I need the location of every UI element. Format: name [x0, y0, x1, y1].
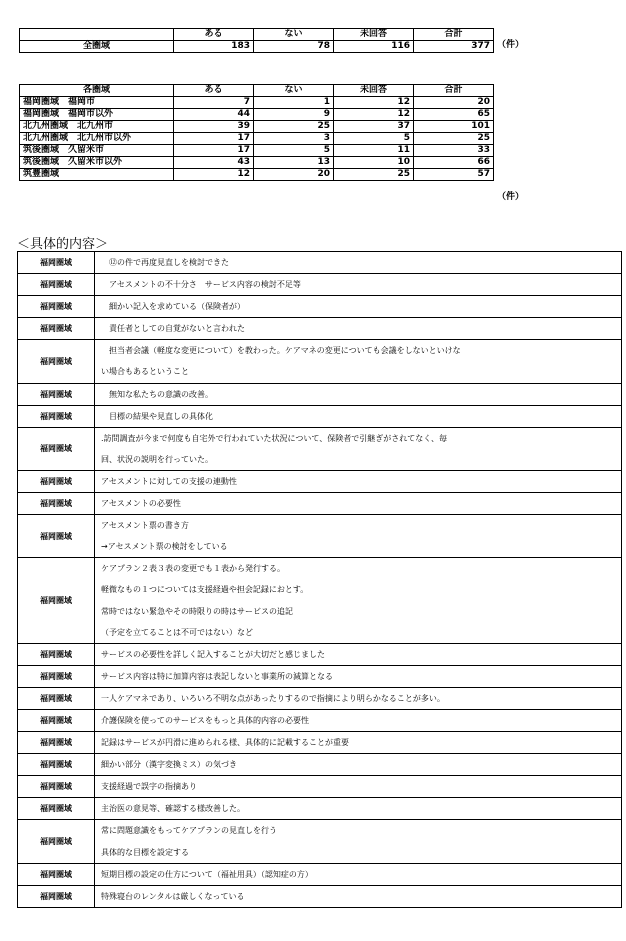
- summary-all-header-row: [20, 29, 494, 41]
- cell-value: 66: [414, 157, 494, 169]
- region-cell: 福岡圏域: [18, 405, 95, 427]
- cell-value: 12: [174, 169, 254, 181]
- detail-row: [18, 558, 622, 643]
- detail-row: [18, 863, 622, 885]
- content-cell: [95, 515, 622, 558]
- content-line: ケアプラン２表３表の変更でも１表から発行する。: [101, 564, 285, 574]
- detail-row: [18, 643, 622, 665]
- content-cell: [95, 318, 622, 340]
- content-line: アセスメントに対しての支援の連動性: [101, 476, 237, 486]
- region-cell: 福岡圏域: [18, 274, 95, 296]
- summary-regions-header-row: [20, 85, 494, 97]
- cell-value: 12: [334, 97, 414, 109]
- table-row: [20, 133, 494, 145]
- cell-value: 10: [334, 157, 414, 169]
- cell-value: 13: [254, 157, 334, 169]
- region-cell: 福岡圏域: [18, 318, 95, 340]
- content-cell: [95, 296, 622, 318]
- detail-row: [18, 340, 622, 383]
- summary-all-unit: （件）: [497, 40, 525, 50]
- content-line: （予定を立てることは不可ではない）など: [101, 627, 253, 637]
- content-cell: [95, 252, 622, 274]
- detail-row: [18, 732, 622, 754]
- detail-row: [18, 470, 622, 492]
- region-cell: 福岡圏域: [18, 885, 95, 907]
- content-line: 常に問題意識をもってケアプランの見直しを行う: [101, 826, 277, 836]
- region-cell: 福岡圏域: [18, 470, 95, 492]
- cell-value: 37: [334, 121, 414, 133]
- column-header: [20, 29, 174, 41]
- cell-value: 7: [174, 97, 254, 109]
- content-cell: [95, 665, 622, 687]
- cell-value: 11: [334, 145, 414, 157]
- cell-value: 17: [174, 133, 254, 145]
- content-line: アセスメントの必要性: [101, 499, 181, 509]
- cell-value: 20: [414, 97, 494, 109]
- region-cell: 福岡圏域: [18, 709, 95, 731]
- detail-row: [18, 798, 622, 820]
- column-header: 未回答: [334, 85, 414, 97]
- content-cell: [95, 643, 622, 665]
- detail-row: [18, 820, 622, 863]
- row-label: 筑後圏域 久留米市: [20, 145, 174, 157]
- content-line: 支援経過で誤字の指摘あり: [101, 782, 197, 792]
- column-header: ない: [254, 29, 334, 41]
- content-line: 介護保険を使ってのサービスをもっと具体的内容の必要性: [101, 715, 309, 725]
- detail-row: [18, 754, 622, 776]
- region-cell: 福岡圏域: [18, 665, 95, 687]
- region-cell: 福岡圏域: [18, 776, 95, 798]
- detail-row: [18, 665, 622, 687]
- content-line: アセスメント票の書き方: [101, 521, 189, 531]
- region-cell: 福岡圏域: [18, 798, 95, 820]
- content-line: .訪問調査が今まで何度も自宅外で行われていた状況について、保険者で引継ぎがされてなく、毎: [101, 433, 448, 443]
- cell-value: 39: [174, 121, 254, 133]
- content-line: 特殊寝台のレンタルは厳しくなっている: [101, 891, 245, 901]
- row-label: 全圏域: [20, 41, 174, 53]
- content-line: 一人ケアマネであり、いろいろ不明な点があったりするので指摘により明らかなることが多い。: [101, 693, 445, 703]
- content-line: 記録はサービスが円滑に進められる様、具体的に記載することが重要: [101, 738, 349, 748]
- detail-row: [18, 383, 622, 405]
- detail-row: [18, 776, 622, 798]
- cell-value: 5: [334, 133, 414, 145]
- cell-value: 25: [334, 169, 414, 181]
- region-cell: 福岡圏域: [18, 820, 95, 863]
- region-cell: 福岡圏域: [18, 427, 95, 470]
- content-cell: [95, 820, 622, 863]
- cell-value: 43: [174, 157, 254, 169]
- detail-row: [18, 515, 622, 558]
- region-cell: 福岡圏域: [18, 493, 95, 515]
- cell-value: 101: [414, 121, 494, 133]
- cell-value: 33: [414, 145, 494, 157]
- content-cell: [95, 383, 622, 405]
- cell-value: 183: [174, 41, 254, 53]
- row-label: 福岡圏域 福岡市以外: [20, 109, 174, 121]
- cell-value: 377: [414, 41, 494, 53]
- content-line: 具体的な目標を設定する: [101, 847, 189, 857]
- column-header: 合計: [414, 29, 494, 41]
- content-line: 軽微なもの１つについては支援経過や担会記録におとす。: [101, 585, 309, 595]
- detail-row: [18, 274, 622, 296]
- detail-row: [18, 296, 622, 318]
- detail-row: [18, 687, 622, 709]
- cell-value: 9: [254, 109, 334, 121]
- content-cell: [95, 687, 622, 709]
- content-cell: [95, 754, 622, 776]
- row-label: 筑後圏域 久留米市以外: [20, 157, 174, 169]
- region-cell: 福岡圏域: [18, 252, 95, 274]
- content-cell: [95, 798, 622, 820]
- region-cell: 福岡圏域: [18, 732, 95, 754]
- content-cell: [95, 493, 622, 515]
- region-cell: 福岡圏域: [18, 863, 95, 885]
- row-label: 北九州圏域 北九州市: [20, 121, 174, 133]
- content-cell: [95, 405, 622, 427]
- content-line: 責任者としての自覚がないと言われた: [101, 324, 245, 334]
- content-line: 細かい記入を求めている（保険者が）: [101, 302, 245, 312]
- content-cell: [95, 709, 622, 731]
- summary-regions-unit: （件）: [497, 192, 525, 202]
- detail-row: [18, 252, 622, 274]
- detail-row: [18, 427, 622, 470]
- content-cell: [95, 340, 622, 383]
- cell-value: 3: [254, 133, 334, 145]
- table-row: [20, 157, 494, 169]
- region-cell: 福岡圏域: [18, 296, 95, 318]
- content-cell: [95, 274, 622, 296]
- content-cell: [95, 427, 622, 470]
- region-cell: 福岡圏域: [18, 558, 95, 643]
- content-line: →アセスメント票の検討をしている: [101, 542, 228, 552]
- content-line: 目標の結果や見直しの具体化: [101, 411, 213, 421]
- detail-row: [18, 709, 622, 731]
- column-header: 合計: [414, 85, 494, 97]
- cell-value: 20: [254, 169, 334, 181]
- content-line: 細かい部分（漢字変換ミス）の気づき: [101, 760, 237, 770]
- column-header: ある: [174, 85, 254, 97]
- cell-value: 65: [414, 109, 494, 121]
- content-cell: [95, 863, 622, 885]
- column-header: ない: [254, 85, 334, 97]
- content-line: サービス内容は特に加算内容は表記しないと事業所の減算となる: [101, 671, 333, 681]
- region-cell: 福岡圏域: [18, 340, 95, 383]
- content-cell: [95, 776, 622, 798]
- column-header: 各圏域: [20, 85, 174, 97]
- detail-row: [18, 318, 622, 340]
- cell-value: 5: [254, 145, 334, 157]
- cell-value: 57: [414, 169, 494, 181]
- region-cell: 福岡圏域: [18, 754, 95, 776]
- cell-value: 25: [254, 121, 334, 133]
- cell-value: 12: [334, 109, 414, 121]
- content-line: 担当者会議（軽度な変更について）を教わった。ケアマネの変更についても会議をしないといけな: [101, 346, 461, 356]
- table-row: [20, 169, 494, 181]
- cell-value: 44: [174, 109, 254, 121]
- table-row: [20, 41, 494, 53]
- content-line: サービスの必要性を詳しく記入することが大切だと感じました: [101, 649, 325, 659]
- cell-value: 78: [254, 41, 334, 53]
- row-label: 北九州圏域 北九州市以外: [20, 133, 174, 145]
- column-header: ある: [174, 29, 254, 41]
- detail-row: [18, 493, 622, 515]
- cell-value: 116: [334, 41, 414, 53]
- content-line: 回、状況の説明を行っていた。: [101, 454, 213, 464]
- detail-row: [18, 405, 622, 427]
- content-cell: [95, 732, 622, 754]
- cell-value: 1: [254, 97, 334, 109]
- content-line: 無知な私たちの意識の改善。: [101, 389, 213, 399]
- region-cell: 福岡圏域: [18, 515, 95, 558]
- content-line: アセスメントの不十分さ サービス内容の検討不足等: [101, 280, 301, 290]
- cell-value: 17: [174, 145, 254, 157]
- summary-all-table: [19, 28, 494, 53]
- cell-value: 25: [414, 133, 494, 145]
- content-line: 短期目標の設定の仕方について（福祉用具）（認知症の方）: [101, 869, 313, 879]
- table-row: [20, 145, 494, 157]
- content-line: 常時ではない緊急やその時限りの時はサービスの追記: [101, 606, 293, 616]
- column-header: 未回答: [334, 29, 414, 41]
- table-row: [20, 97, 494, 109]
- table-row: [20, 109, 494, 121]
- detail-row: [18, 885, 622, 907]
- content-line: 主治医の意見等、確認する様改善した。: [101, 804, 245, 814]
- row-label: 筑豊圏域: [20, 169, 174, 181]
- region-cell: 福岡圏域: [18, 687, 95, 709]
- table-row: [20, 121, 494, 133]
- content-cell: [95, 885, 622, 907]
- detail-table: [17, 251, 622, 908]
- content-line: い場合もあるということ: [101, 367, 189, 377]
- region-cell: 福岡圏域: [18, 383, 95, 405]
- row-label: 福岡圏域 福岡市: [20, 97, 174, 109]
- content-line: ⑫の件で再度見直しを検討できた: [101, 258, 229, 267]
- summary-regions-table: [19, 84, 494, 181]
- content-cell: [95, 470, 622, 492]
- section-title: ＜具体的内容＞: [17, 237, 109, 252]
- region-cell: 福岡圏域: [18, 643, 95, 665]
- content-cell: [95, 558, 622, 643]
